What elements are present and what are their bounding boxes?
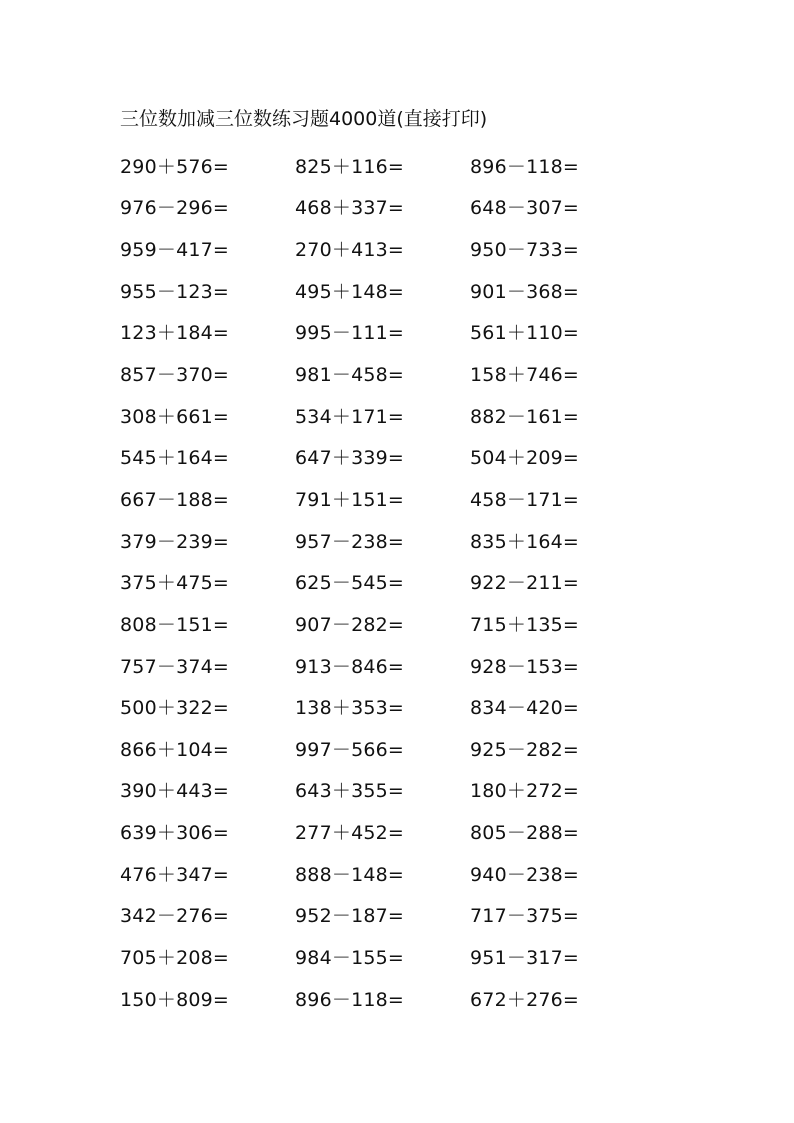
math-problem: 342－276= <box>120 905 230 928</box>
math-problem: 955－123= <box>120 280 230 303</box>
math-problem: 672＋276= <box>470 988 580 1011</box>
problem-row <box>120 479 645 521</box>
problem-row <box>120 354 645 396</box>
problem-row <box>120 521 645 563</box>
math-problem: 888－148= <box>295 863 405 886</box>
problem-row <box>120 188 645 230</box>
problem-row <box>120 562 645 604</box>
problem-row <box>120 146 645 188</box>
math-problem: 981－458= <box>295 364 405 387</box>
math-problem: 896－118= <box>470 155 580 178</box>
problem-row <box>120 854 645 896</box>
math-problem: 534＋171= <box>295 405 405 428</box>
problem-row <box>120 937 645 979</box>
math-problem: 913－846= <box>295 655 405 678</box>
math-problem: 150＋809= <box>120 988 230 1011</box>
math-problem: 667－188= <box>120 488 230 511</box>
math-problem: 308＋661= <box>120 405 230 428</box>
math-problem: 834－420= <box>470 697 580 720</box>
math-problem: 504＋209= <box>470 447 580 470</box>
math-problem: 158＋746= <box>470 364 580 387</box>
math-problem: 952－187= <box>295 905 405 928</box>
math-problem: 957－238= <box>295 530 405 553</box>
problem-row <box>120 729 645 771</box>
math-problem: 123＋184= <box>120 322 230 345</box>
math-problem: 805－288= <box>470 822 580 845</box>
math-problem: 495＋148= <box>295 280 405 303</box>
math-problem: 715＋135= <box>470 613 580 636</box>
problem-row <box>120 437 645 479</box>
math-problem: 950－733= <box>470 239 580 262</box>
math-problem: 468＋337= <box>295 197 405 220</box>
math-problem: 647＋339= <box>295 447 405 470</box>
problem-row <box>120 812 645 854</box>
math-problem: 940－238= <box>470 863 580 886</box>
math-problem: 561＋110= <box>470 322 580 345</box>
math-problem: 835＋164= <box>470 530 580 553</box>
math-problem: 928－153= <box>470 655 580 678</box>
math-problem: 922－211= <box>470 572 580 595</box>
math-problem: 925－282= <box>470 738 580 761</box>
problem-grid <box>120 146 645 1020</box>
math-problem: 901－368= <box>470 280 580 303</box>
math-problem: 951－317= <box>470 946 580 969</box>
math-problem: 458－171= <box>470 488 580 511</box>
problem-row <box>120 604 645 646</box>
math-problem: 959－417= <box>120 239 230 262</box>
math-problem: 476＋347= <box>120 863 230 886</box>
math-problem: 180＋272= <box>470 780 580 803</box>
math-problem: 277＋452= <box>295 822 405 845</box>
problem-row <box>120 229 645 271</box>
math-problem: 390＋443= <box>120 780 230 803</box>
problem-row <box>120 771 645 813</box>
math-problem: 375＋475= <box>120 572 230 595</box>
problem-row <box>120 313 645 355</box>
math-problem: 808－151= <box>120 613 230 636</box>
math-problem: 995－111= <box>295 322 405 345</box>
problem-row <box>120 896 645 938</box>
math-problem: 643＋355= <box>295 780 405 803</box>
math-problem: 290＋576= <box>120 155 230 178</box>
math-problem: 857－370= <box>120 364 230 387</box>
math-problem: 976－296= <box>120 197 230 220</box>
math-problem: 882－161= <box>470 405 580 428</box>
math-problem: 866＋104= <box>120 738 230 761</box>
math-problem: 270＋413= <box>295 239 405 262</box>
math-problem: 717－375= <box>470 905 580 928</box>
math-problem: 907－282= <box>295 613 405 636</box>
math-problem: 545＋164= <box>120 447 230 470</box>
math-problem: 500＋322= <box>120 697 230 720</box>
math-problem: 896－118= <box>295 988 405 1011</box>
math-problem: 705＋208= <box>120 946 230 969</box>
math-problem: 639＋306= <box>120 822 230 845</box>
math-problem: 138＋353= <box>295 697 405 720</box>
problem-row <box>120 687 645 729</box>
math-problem: 825＋116= <box>295 155 405 178</box>
math-problem: 757－374= <box>120 655 230 678</box>
problem-row <box>120 646 645 688</box>
math-problem: 791＋151= <box>295 488 405 511</box>
math-problem: 625－545= <box>295 572 405 595</box>
problem-row <box>120 396 645 438</box>
math-problem: 984－155= <box>295 946 405 969</box>
problem-row <box>120 271 645 313</box>
math-problem: 997－566= <box>295 738 405 761</box>
math-problem: 379－239= <box>120 530 230 553</box>
math-problem: 648－307= <box>470 197 580 220</box>
page-title: 三位数加减三位数练习题4000道(直接打印) <box>120 108 488 130</box>
problem-row <box>120 979 645 1021</box>
